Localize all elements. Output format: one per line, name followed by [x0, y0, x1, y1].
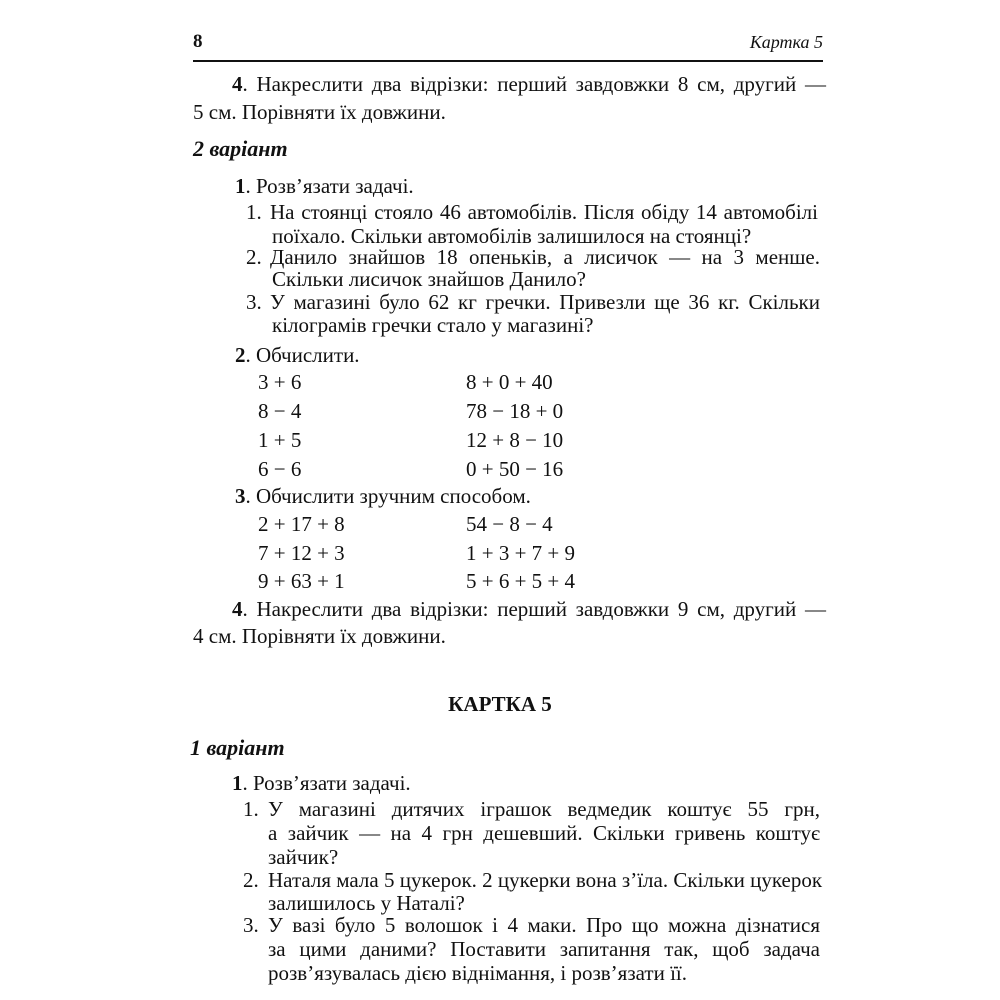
card5-problem3-line2: за цими даними? Поставити запитання так, щоб задача	[268, 937, 820, 961]
page-number: 8	[193, 31, 203, 52]
card5-heading: КАРТКА 5	[448, 692, 552, 716]
v2-task4-line2: 4 см. Порівняти їх довжини.	[193, 624, 446, 648]
prev-task4-text: . Накреслити два відрізки: перший завдовжки 8 см, другий —	[242, 72, 826, 96]
variant2-heading: 2 варіант	[193, 136, 288, 161]
prev-task4-number: 4	[232, 72, 243, 96]
card5-problem2-number: 2.	[243, 868, 259, 892]
v2-problem2-line1: Данило знайшов 18 опеньків, а лисичок — на 3 менше.	[270, 245, 820, 269]
card5-task1-heading	[232, 769, 411, 797]
card5-problem1-number: 1.	[243, 797, 259, 821]
card5-task1-text: . Розв’язати задачі.	[242, 771, 411, 795]
v2-problem3-line2: кілограмів гречки стало у магазині?	[272, 313, 594, 337]
prev-task4-line2: 5 см. Порівняти їх довжини.	[193, 100, 446, 124]
v2-task3-text: . Обчислити зручним способом.	[245, 484, 531, 508]
v2-task3-left-expr-3: 9 + 63 + 1	[258, 569, 345, 593]
v2-task2-right-expr-1: 8 + 0 + 40	[466, 370, 553, 394]
v2-task2-right-expr-2: 78 − 18 + 0	[466, 399, 564, 423]
v2-task2-left-expr-2: 8 − 4	[258, 399, 302, 423]
v2-problem3-line1: У магазині було 62 кг гречки. Привезли ще 36 кг. Скільки	[270, 290, 820, 314]
header-rule	[193, 60, 823, 62]
v2-task4-number: 4	[232, 597, 243, 621]
card5-problem2-line2: залишилось у Наталі?	[268, 891, 465, 915]
card5-problem2-line1: Наталя мала 5 цукерок. 2 цукерки вона з’їла. Скільки цукерок	[268, 868, 823, 892]
v2-task2-left-expr-1: 3 + 6	[258, 370, 302, 394]
running-title: Картка 5	[749, 32, 823, 52]
v2-task3-right-expr-2: 1 + 3 + 7 + 9	[466, 541, 576, 565]
v2-task2-text: . Обчислити.	[245, 343, 360, 367]
v2-task1-text: . Розв’язати задачі.	[245, 174, 414, 198]
v2-task4-line1	[232, 595, 826, 623]
v2-task1-number: 1	[235, 174, 246, 198]
v2-task3-left-expr-1: 2 + 17 + 8	[258, 512, 345, 536]
card5-variant1-heading: 1 варіант	[190, 735, 285, 760]
card5-problem3-number: 3.	[243, 913, 259, 937]
v2-problem3-number: 3.	[246, 290, 262, 314]
v2-problem1-line1: На стоянці стояло 46 автомобілів. Після обіду 14 автомобілі	[270, 200, 818, 224]
v2-task4-text: . Накреслити два відрізки: перший завдовжки 9 см, другий —	[242, 597, 826, 621]
v2-task3-number: 3	[235, 484, 246, 508]
v2-task3-right-expr-1: 54 − 8 − 4	[466, 512, 553, 536]
v2-problem1-line2: поїхало. Скільки автомобілів залишилося на стоянці?	[272, 224, 752, 248]
v2-task2-right-expr-4: 0 + 50 − 16	[466, 457, 564, 481]
card5-problem3-line1: У вазі було 5 волошок і 4 маки. Про що можна дізнатися	[268, 913, 820, 937]
card5-problem3-line3: розв’язувалась дією віднімання, і розв’язати її.	[268, 961, 687, 985]
v2-task2-number: 2	[235, 343, 246, 367]
v2-task2-right-expr-3: 12 + 8 − 10	[466, 428, 564, 452]
v2-task2-left-expr-3: 1 + 5	[258, 428, 302, 452]
card5-problem1-line1: У магазині дитячих іграшок ведмедик коштує 55 грн,	[268, 797, 820, 821]
prev-task4-line1	[232, 70, 826, 98]
v2-task1-heading	[235, 172, 414, 200]
v2-problem2-number: 2.	[246, 245, 262, 269]
v2-problem2-line2: Скільки лисичок знайшов Данило?	[272, 267, 586, 291]
v2-task3-right-expr-3: 5 + 6 + 5 + 4	[466, 569, 576, 593]
v2-task3-heading	[235, 482, 531, 510]
v2-problem1-number: 1.	[246, 200, 262, 224]
v2-task3-left-expr-2: 7 + 12 + 3	[258, 541, 345, 565]
card5-task1-number: 1	[232, 771, 243, 795]
card5-problem1-line3: зайчик?	[268, 845, 339, 869]
card5-problem1-line2: а зайчик — на 4 грн дешевший. Скільки гривень коштує	[268, 821, 820, 845]
v2-task2-left-expr-4: 6 − 6	[258, 457, 302, 481]
v2-task2-heading	[235, 341, 360, 369]
